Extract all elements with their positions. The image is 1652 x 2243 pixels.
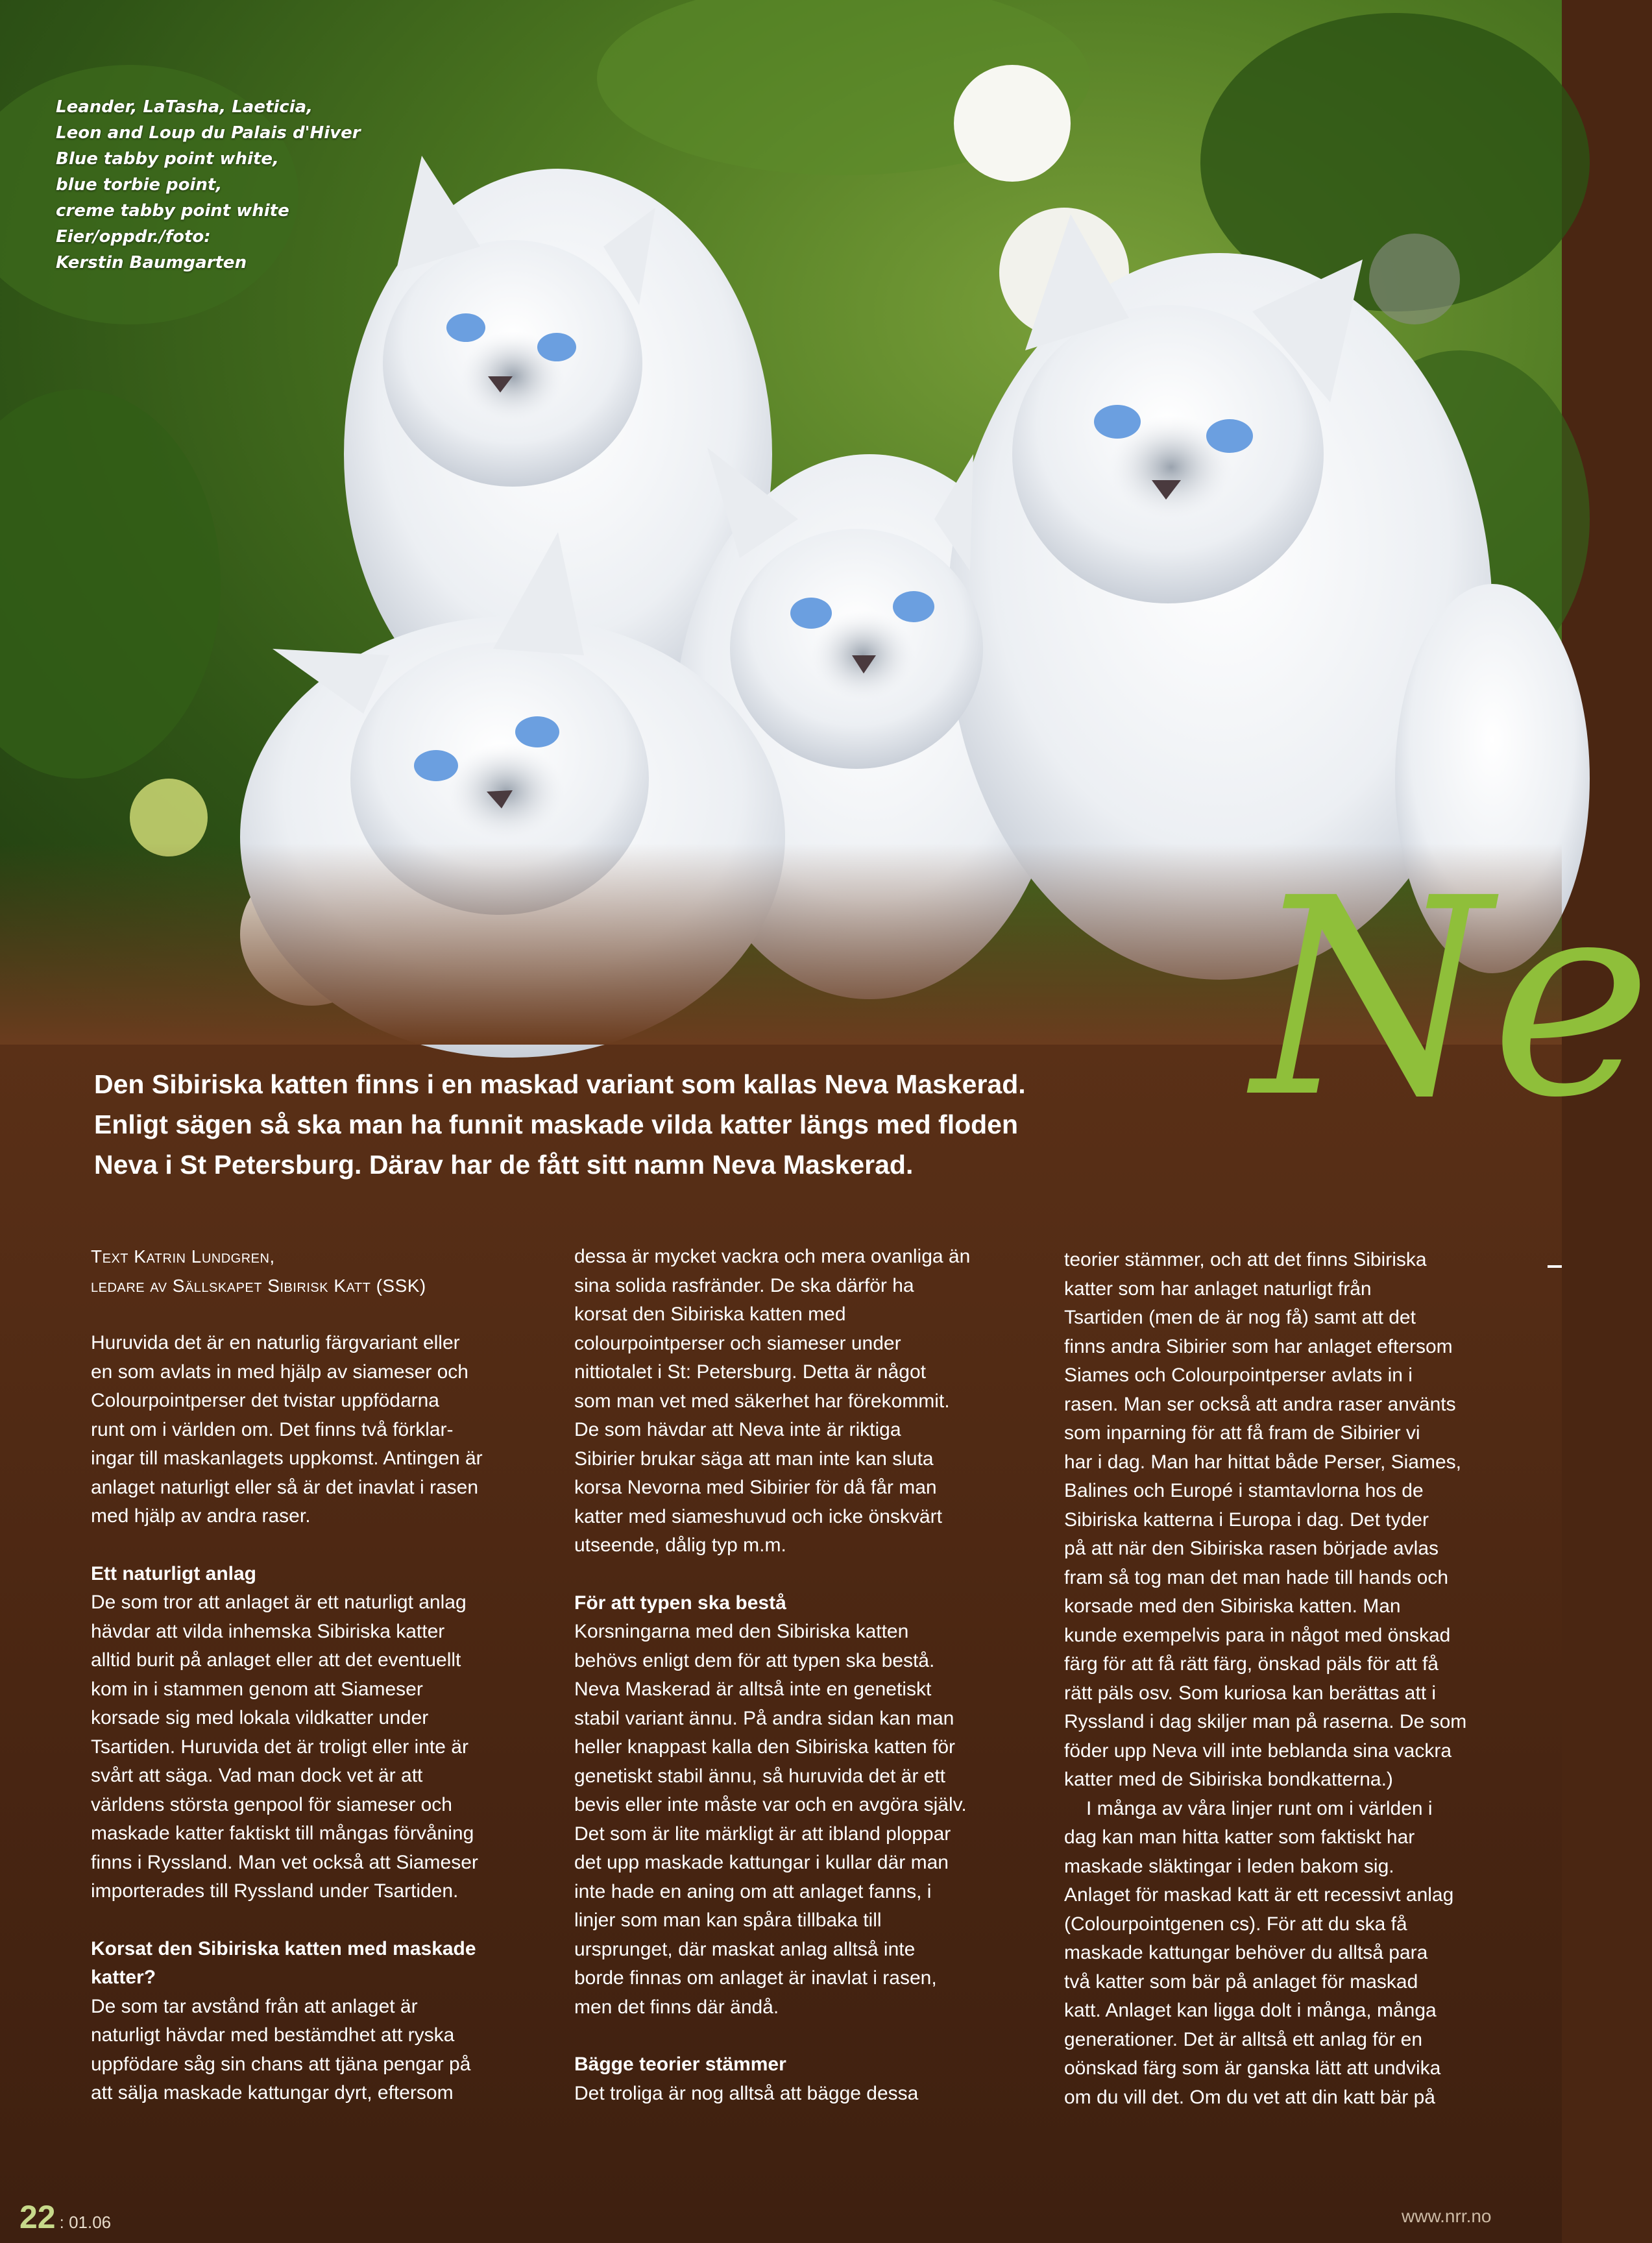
body-line: De som hävdar att Neva inte är riktiga [574,1419,901,1440]
body-line: borde finnas om anlaget är inavlat i rasen, [574,1967,937,1989]
body-line: två katter som bär på anlaget för maskad [1064,1970,1418,1993]
body-line: colourpointperser och siameser under [574,1332,901,1354]
body-line: rätt päls osv. Som kuriosa kan berättas att i [1064,1682,1437,1704]
lead-paragraph [94,1064,1165,1185]
body-line: maskade släktingar i leden bakom sig. [1064,1855,1394,1877]
body-line: med hjälp av andra raser. [91,1505,311,1527]
body-line: om du vill det. Om du vet att din katt bär på [1064,2086,1435,2108]
body-line: Tsartiden (men de är nog få) samt att det [1064,1307,1416,1328]
body-line: maskade katter faktiskt till mångas förvåning [91,1823,474,1844]
body-line: alltid burit på anlaget eller att det eventuellt [91,1649,461,1671]
body-line: korsade sig med lokala vildkatter under [91,1707,429,1728]
section-heading: Korsat den Sibiriska katten med maskade [91,1937,476,1959]
body-line: uppfödare såg sin chans att tjäna pengar på [91,2053,471,2075]
body-line: Korsningarna med den Sibiriska katten [574,1621,909,1642]
body-line: heller knappast kalla den Sibiriska katten för [574,1736,955,1758]
body-line: hävdar att vilda inhemska Sibiriska katter [91,1620,445,1642]
body-line: sina solida rasfränder. De ska därför ha [574,1274,914,1296]
caption-line: creme tabby point white [56,201,289,221]
body-line: genetiskt stabil ännu, så huruvida det är ett [574,1765,946,1787]
text-column-3 [1064,1246,1518,2112]
caption-line: Leon and Loup du Palais d'Hiver [56,123,361,143]
body-line: dag kan man hitta katter som faktiskt har [1064,1826,1415,1848]
body-line: svårt att säga. Vad man dock vet är att [91,1765,423,1786]
body-line: på att när den Sibiriska rasen började avlas [1064,1538,1439,1559]
body-line: behövs enligt dem för att typen ska bestå. [574,1649,935,1671]
lead-line: Den Sibiriska katten finns i en maskad variant som kallas Neva Maskerad. [94,1069,1026,1099]
body-line: som man vet med säkerhet har förekommit. [574,1390,950,1412]
body-line: finns andra Sibirier som har anlaget eftersom [1064,1335,1453,1357]
caption-line: Eier/oppdr./foto: [56,227,211,247]
section-heading: Ett naturligt anlag [91,1562,256,1584]
body-line: kunde exempelvis para in något med önskad [1064,1624,1451,1646]
body-line: katter med de Sibiriska bondkatterna.) [1064,1769,1393,1790]
body-line: världens största genpool för siameser och [91,1793,452,1815]
body-line: Det troliga är nog alltså att bägge dessa [574,2082,919,2104]
body-line: har i dag. Man har hittat både Perser, Siames, [1064,1451,1461,1473]
caption-line: Blue tabby point white, [56,149,279,169]
body-line: inte hade en aning om att anlaget fanns, i [574,1880,932,1902]
photo-caption [56,94,393,276]
body-line: fram så tog man det man hade till hands och [1064,1566,1449,1588]
body-line: Det som är lite märkligt är att ibland ploppar [574,1823,951,1845]
body-line: katter med siameshuvud och icke önskvärt [574,1505,942,1527]
body-line: ursprunget, där maskat anlag alltså inte [574,1938,916,1960]
body-line: korsade med den Sibiriska katten. Man [1064,1595,1401,1617]
byline-role: ledare av Sällskapet Sibirisk Katt (SSK) [91,1275,426,1296]
body-line: Siames och Colourpointperser avlats in i [1064,1364,1413,1386]
body-line: I många av våra linjer runt om i världen i [1086,1797,1433,1819]
body-line: Huruvida det är en naturlig färgvariant eller [91,1332,460,1353]
body-line: finns i Ryssland. Man vet också att Siameser [91,1851,478,1873]
text-column-1 [91,1243,539,2108]
body-line: Colourpointperser det tvistar uppfödarna [91,1390,439,1411]
body-line: katt. Anlaget kan ligga dolt i många, många [1064,2000,1437,2021]
body-line: runt om i världen om. Det finns två förklar- [91,1418,454,1440]
body-line: Anlaget för maskad katt är ett recessivt anlag [1064,1884,1454,1906]
body-line: generationer. Det är alltså ett anlag för en [1064,2028,1423,2050]
body-line: maskade kattungar behöver du alltså para [1064,1942,1428,1963]
body-line: (Colourpointgenen cs). För att du ska få [1064,1913,1407,1935]
lead-line: Neva i St Petersburg. Därav har de fått sitt namn Neva Maskerad. [94,1150,914,1180]
section-heading: Bägge teorier stämmer [574,2054,786,2075]
issue-number: : 01.06 [59,2213,112,2232]
body-line: dessa är mycket vackra och mera ovanliga än [574,1246,971,1267]
body-line: utseende, dålig typ m.m. [574,1534,786,1556]
body-line: korsat den Sibiriska katten med [574,1303,846,1325]
body-line: De som tar avstånd från att anlaget är [91,1995,418,2017]
body-line: men det finns där ändå. [574,1996,779,2018]
body-line: oönskad färg som är ganska lätt att undvika [1064,2057,1441,2079]
body-line: ingar till maskanlagets uppkomst. Antingen är [91,1448,483,1469]
body-line: föder upp Neva vill inte beblanda sina vackra [1064,1740,1452,1762]
body-line: rasen. Man ser också att andra raser använts [1064,1393,1456,1415]
body-line: kom in i stammen genom att Siameser [91,1678,423,1700]
body-line: Neva Maskerad är alltså inte en genetiskt [574,1679,932,1700]
body-line: en som avlats in med hjälp av siameser och [91,1361,468,1383]
caption-line: Kerstin Baumgarten [56,253,247,273]
body-line: det upp maskade kattungar i kullar där man [574,1852,949,1873]
decorative-title-letters: Ne [1252,840,1652,1158]
body-line: De som tror att anlaget är ett naturligt anlag [91,1592,467,1613]
byline-author: Text Katrin Lundgren, [91,1246,275,1267]
lead-line: Enligt sägen så ska man ha funnit maskade vilda katter längs med floden [94,1109,1019,1139]
body-line: Tsartiden. Huruvida det är troligt eller inte är [91,1736,468,1758]
body-line: linjer som man kan spåra tillbaka till [574,1910,882,1931]
caption-line: blue torbie point, [56,175,223,195]
text-column-2 [574,1243,1022,2108]
body-line: naturligt hävdar med bestämdhet att ryska [91,2024,455,2046]
body-line: stabil variant ännu. På andra sidan kan man [574,1707,954,1729]
body-line: nittiotalet i St: Petersburg. Detta är något [574,1361,926,1383]
body-line: anlaget naturligt eller så är det inavlat i rasen [91,1476,479,1498]
section-heading: katter? [91,1967,156,1988]
body-line: Ryssland i dag skiljer man på raserna. De som [1064,1711,1467,1732]
body-line: bevis eller inte måste var och en avgöra själv. [574,1794,967,1815]
body-line: importerades till Ryssland under Tsartiden. [91,1880,459,1902]
body-line: Sibiriska katterna i Europa i dag. Det tyder [1064,1509,1429,1531]
section-heading: För att typen ska bestå [574,1592,786,1614]
body-line: att sälja maskade kattungar dyrt, eftersom [91,2082,454,2104]
body-line: Sibirier brukar säga att man inte kan sluta [574,1448,934,1470]
body-line: teorier stämmer, och att det finns Sibiriska [1064,1249,1427,1270]
body-line: Balines och Europé i stamtavlorna hos de [1064,1480,1424,1501]
body-line: som inparning för att få fram de Sibirier vi [1064,1422,1420,1444]
body-line: katter som har anlaget naturligt från [1064,1278,1372,1300]
website-url: www.nrr.no [1402,2206,1492,2226]
edge-marker [1548,1265,1562,1268]
body-line: korsa Nevorna med Sibirier för då får man [574,1477,937,1498]
caption-line: Leander, LaTasha, Laeticia, [56,97,313,117]
page-folio [19,2198,111,2236]
page-number: 22 [19,2199,56,2235]
body-line: färg för att få rätt färg, önskad päls för att få [1064,1653,1439,1675]
